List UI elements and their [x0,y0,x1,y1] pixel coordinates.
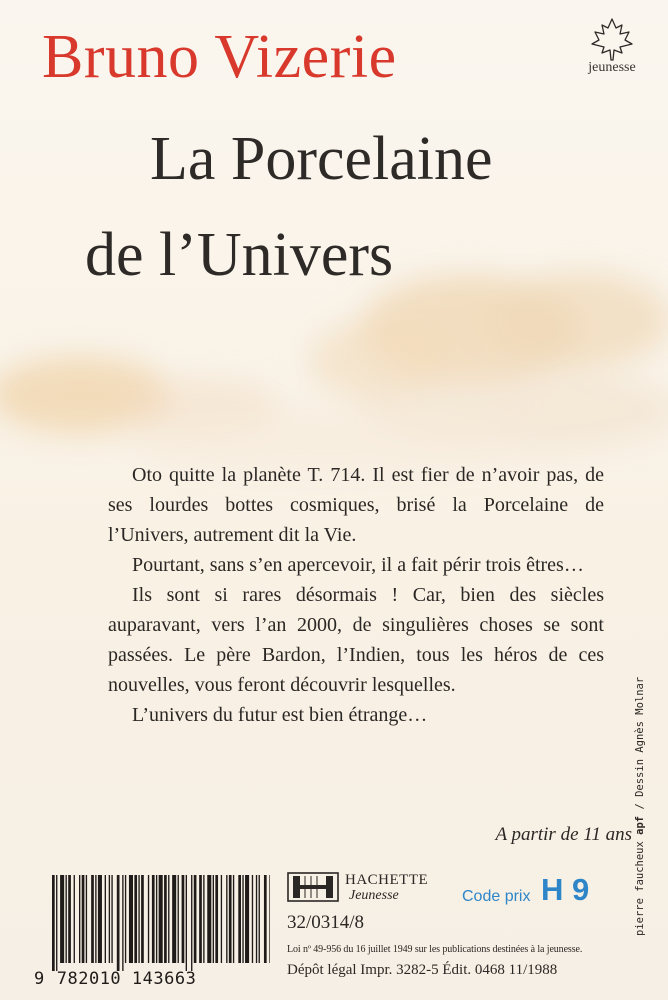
barcode-group-2: 143663 [131,969,197,989]
barcode-bar [134,875,137,963]
barcode-bar [152,875,155,963]
barcode-bar [68,875,71,963]
barcode-bar [82,875,85,963]
barcode-bar [264,875,267,963]
barcode-bar [105,875,106,963]
back-cover-blurb [108,460,604,730]
barcode-bar [186,875,187,971]
barcode-bar [182,875,185,963]
design-credit [634,677,646,936]
barcode-bar [199,875,202,963]
barcode-bar [98,875,102,963]
barcode-bar [221,875,222,963]
barcode-bar [125,875,126,963]
price-code-value: H 9 [541,872,590,907]
barcode-bar [109,875,110,963]
legal-deposit: Dépôt légal Impr. 3282-5 Édit. 0468 11/1988 [287,962,558,978]
author-name: Bruno Vizerie [42,23,397,91]
publisher-collection: Jeunesse [349,888,399,903]
barcode-bar [117,875,120,971]
legal-notice: Loi nº 49-956 du 16 juillet 1949 sur les publications destinées à la jeunesse. [287,944,583,955]
barcode-bar [238,875,241,963]
barcode-bar [168,875,169,963]
barcode-bar [178,875,179,963]
barcode-bar [52,875,55,971]
barcode-bar [56,875,57,971]
barcode-lead-digit: 9 [34,969,45,989]
barcode-bar [242,875,243,963]
barcode-bar [79,875,80,963]
barcode-bar [233,875,234,963]
barcode-bar [91,875,94,963]
age-recommendation: A partir de 11 ans [495,824,632,845]
barcode-group-1: 782010 [56,969,122,989]
blurb-paragraph: L’univers du futur est bien étrange… [132,704,428,726]
barcode-number [34,969,270,989]
barcode-bar [111,875,112,963]
book-title-line-2: de l’Univers [85,221,394,289]
barcode-bar [164,875,167,963]
barcode-bar [129,875,133,963]
barcode-bar [215,875,218,963]
barcode-bar [172,875,176,963]
barcode-bar [213,875,214,963]
barcode-bar [229,875,232,963]
barcode-bar [86,875,87,963]
barcode-bar [95,875,96,963]
barcode-bar [245,875,249,963]
blurb-paragraph: Oto quitte la planète T. 714. Il est fier de n’avoir pas, de ses lourdes bottes cosmiques, brisé la Porcelaine de l’Univers, autrement dit la Vie. [108,464,604,546]
blurb-paragraph: Ils sont si rares désormais ! Car, bien des siècles auparavant, vers l’an 2000, de singulières choses se sont passées. Le père Bardon, l’Indien, tous les héros de ces nouvelles, vous feront découvrir lesquelles. [108,584,604,696]
hachette-logo-icon [287,872,339,902]
barcode-bar [60,875,64,963]
barcode-bar [252,875,253,963]
barcode-bar [74,875,75,963]
blurb-paragraph: Pourtant, sans s’en apercevoir, il a fait périr trois êtres… [132,554,584,576]
maple-leaf-icon [589,16,635,62]
barcode-bar [66,875,67,963]
barcode-bar [122,875,123,971]
barcode-bar [194,875,197,963]
barcode-bars [52,875,270,971]
credit-illustrator: / Dessin Agnès Molnar [634,676,646,810]
credit-prefix: pierre faucheux [634,841,646,936]
barcode-bar [203,875,204,963]
jeunesse-logo [580,16,644,96]
barcode-bar [141,875,144,963]
isbn-barcode [34,875,270,993]
barcode-bar [269,875,270,963]
price-code-label: Code prix [462,888,531,905]
barcode-bar [159,875,163,963]
catalog-reference: 32/0314/8 [287,912,365,933]
credit-mark: apf [634,815,646,835]
barcode-bar [207,875,211,963]
barcode-bar [256,875,257,963]
book-title-line-1: La Porcelaine [150,125,493,193]
barcode-bar [191,875,192,971]
logo-label: jeunesse [588,60,636,75]
barcode-bar [259,875,260,963]
barcode-bar [156,875,157,963]
barcode-bar [226,875,227,963]
barcode-bar [148,875,149,963]
barcode-bar [138,875,139,963]
publisher-name: HACHETTE [345,872,429,888]
